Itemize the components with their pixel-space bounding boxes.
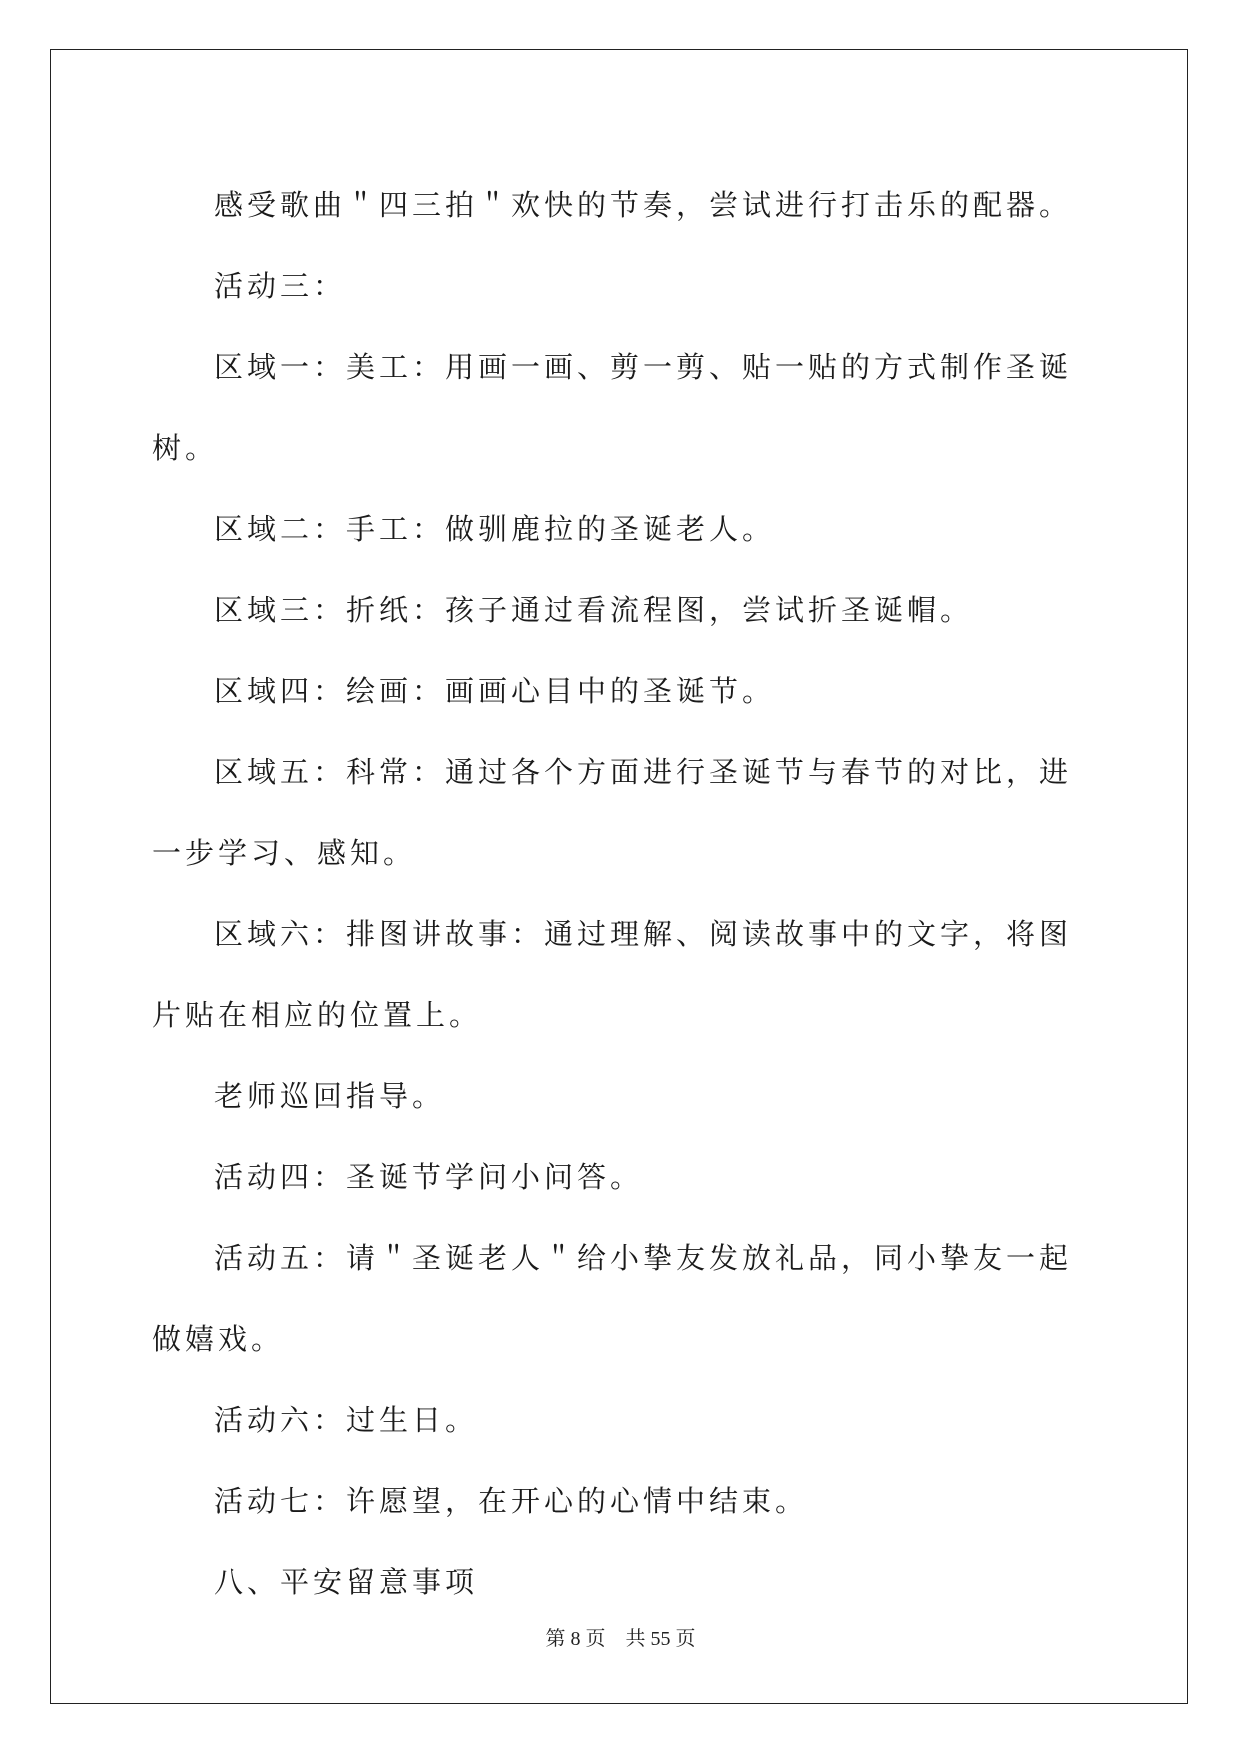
paragraph: 活动四：圣诞节学问小问答。 (214, 1160, 644, 1194)
paragraph: 区域六：排图讲故事：通过理解、阅读故事中的文字，将图片贴在相应的位置上。 (152, 917, 1073, 1032)
paragraph: 感受歌曲＂四三拍＂欢快的节奏，尝试进行打击乐的配器。 (214, 188, 1073, 222)
paragraph: 活动七：许愿望，在开心的心情中结束。 (214, 1484, 809, 1518)
page-footer (0, 1622, 1241, 1651)
paragraph: 区域三：折纸：孩子通过看流程图，尝试折圣诞帽。 (214, 593, 974, 627)
paragraph: 活动三： (214, 269, 347, 303)
paragraph: 区域二：手工：做驯鹿拉的圣诞老人。 (214, 512, 776, 546)
paragraph: 区域一：美工：用画一画、剪一剪、贴一贴的方式制作圣诞树。 (152, 350, 1073, 465)
document-body (152, 165, 1090, 1623)
paragraph: 活动五：请＂圣诞老人＂给小挚友发放礼品，同小挚友一起做嬉戏。 (152, 1241, 1073, 1356)
section-heading: 八、平安留意事项 (214, 1565, 479, 1599)
page-number: 第 8 页 (545, 1628, 606, 1650)
paragraph: 区域四：绘画：画画心目中的圣诞节。 (214, 674, 776, 708)
page-total: 共 55 页 (625, 1628, 696, 1650)
paragraph: 区域五：科常：通过各个方面进行圣诞节与春节的对比，进一步学习、感知。 (152, 755, 1073, 870)
paragraph: 活动六：过生日。 (214, 1403, 479, 1437)
paragraph: 老师巡回指导。 (214, 1079, 446, 1113)
